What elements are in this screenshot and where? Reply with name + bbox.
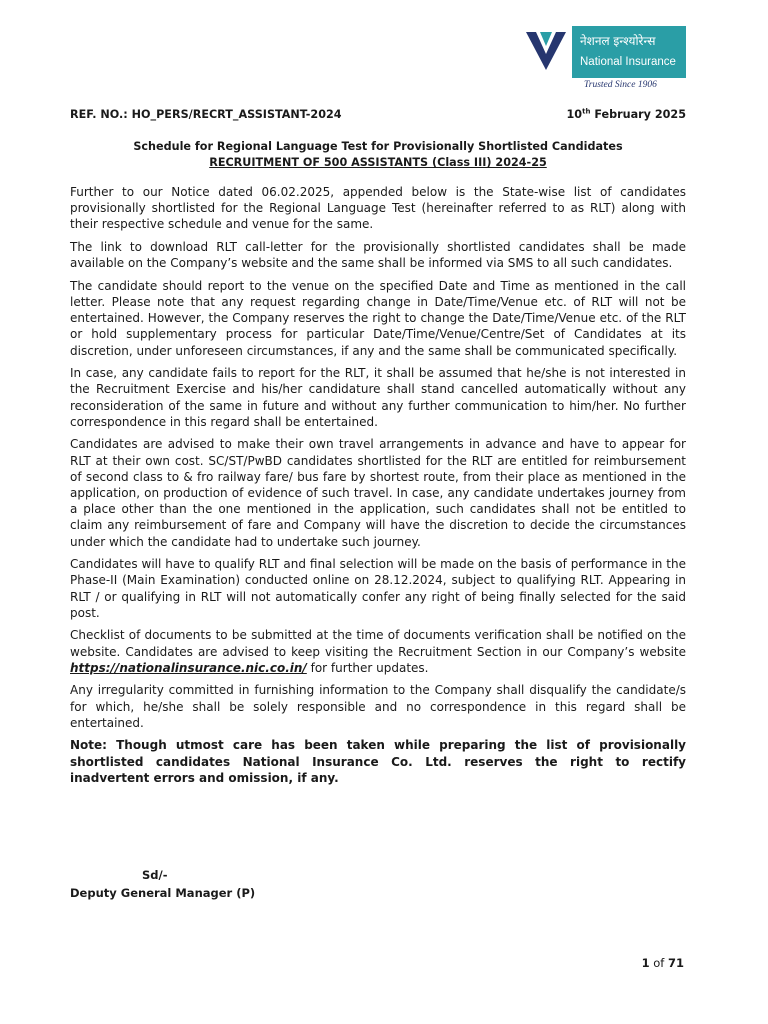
date-day: 10 bbox=[566, 108, 583, 121]
paragraph-absence: In case, any candidate fails to report for the RLT, it shall be assumed that he/she is not interested in the Recruitment Exercise and his/her candidature shall stand cancelled automatically without any reconsideration of the same in future and without any further communication to him/her. No further correspondence in this regard shall be entertained. bbox=[70, 366, 686, 429]
paragraph-selection: Candidates will have to qualify RLT and final selection will be made on the basis of performance in the Phase-II (Main Examination) conducted online on 28.12.2024, subject to qualifying RLT. Appearing in RLT / or qualifying in RLT will not automatically confer any right of being finally selected for the said post. bbox=[70, 557, 686, 620]
paragraph-travel: Candidates are advised to make their own travel arrangements in advance and have to appear for RLT at their own cost. SC/ST/PwBD candidates shortlisted for the RLT are entitled for reimbursement of second class to & fro railway fare/ bus fare by shortest route, from their place as mentioned in the application, on production of evidence of such travel. In case, any candidate undertakes journey from a place other than the one mentioned in the application, such candidates shall not be entitled to claim any reimbursement of fare and Company will have the discretion to decide the circumstances under which the candidate had to undertake such journey. bbox=[70, 437, 686, 549]
logo-english-name: National Insurance bbox=[580, 56, 676, 68]
heading-line-2: RECRUITMENT OF 500 ASSISTANTS (Class III) 2024-25 bbox=[209, 156, 547, 169]
date-month-year: February 2025 bbox=[590, 108, 686, 121]
logo-banner bbox=[520, 26, 686, 78]
signature-sd: Sd/- bbox=[142, 868, 168, 882]
signatory-designation: Deputy General Manager (P) bbox=[70, 886, 256, 900]
checklist-text: Checklist of documents to be submitted at the time of documents verification shall be notified on the website. Candidates are advised to keep visiting the Recruitment Section in our Company’s website bbox=[70, 628, 686, 659]
reference-number: REF. NO.: HO_PERS/RECRT_ASSISTANT-2024 bbox=[70, 108, 342, 121]
page-of-label: of bbox=[649, 956, 668, 970]
signature-block bbox=[70, 866, 255, 902]
document-date bbox=[567, 108, 686, 121]
paragraph-checklist bbox=[70, 627, 686, 676]
company-logo bbox=[520, 26, 686, 96]
document-heading bbox=[70, 139, 686, 171]
checklist-text-end: for further updates. bbox=[306, 660, 429, 675]
note-paragraph: Note: Though utmost care has been taken while preparing the list of provisionally shortlisted candidates National Insurance Co. Ltd. reserves the right to rectify inadvertent errors and omission, if any. bbox=[70, 738, 686, 785]
website-link[interactable]: https://nationalinsurance.nic.co.in/ bbox=[70, 660, 307, 675]
logo-hindi-name: नेशनल इन्श्योरेन्स bbox=[580, 34, 656, 48]
paragraph-call-letter: The link to download RLT call-letter for the provisionally shortlisted candidates shall be made available on the Company’s website and the same shall be informed via SMS to all such candidates. bbox=[70, 240, 686, 271]
logo-mark-icon bbox=[520, 26, 572, 78]
logo-tagline: Trusted Since 1906 bbox=[584, 80, 657, 90]
page-total: 71 bbox=[667, 956, 684, 970]
date-suffix: th bbox=[582, 107, 591, 116]
paragraph-irregularity: Any irregularity committed in furnishing information to the Company shall disqualify the candidate/s for which, he/she shall be solely responsible and no correspondence in this regard shall be entertained. bbox=[70, 683, 686, 730]
paragraph-notice: Further to our Notice dated 06.02.2025, appended below is the State-wise list of candidates provisionally shortlisted for the Regional Language Test (hereinafter referred to as RLT) along with their respective schedule and venue for the same. bbox=[70, 185, 686, 232]
paragraph-reporting: The candidate should report to the venue on the specified Date and Time as mentioned in the call letter. Please note that any request regarding change in Date/Time/Venue etc. of RLT will not be entertained. However, the Company reserves the right to change the Date/Time/Venue etc. of the RLT or hold supplementary process for particular Date/Time/Venue/Centre/Set of Candidates at its discretion, under unforeseen circumstances, if any and the same shall be communicated specifically. bbox=[70, 278, 686, 358]
page-number bbox=[642, 956, 684, 970]
heading-line-1: Schedule for Regional Language Test for Provisionally Shortlisted Candidates bbox=[133, 140, 623, 153]
page-current: 1 bbox=[641, 956, 650, 970]
document-body bbox=[70, 184, 686, 792]
